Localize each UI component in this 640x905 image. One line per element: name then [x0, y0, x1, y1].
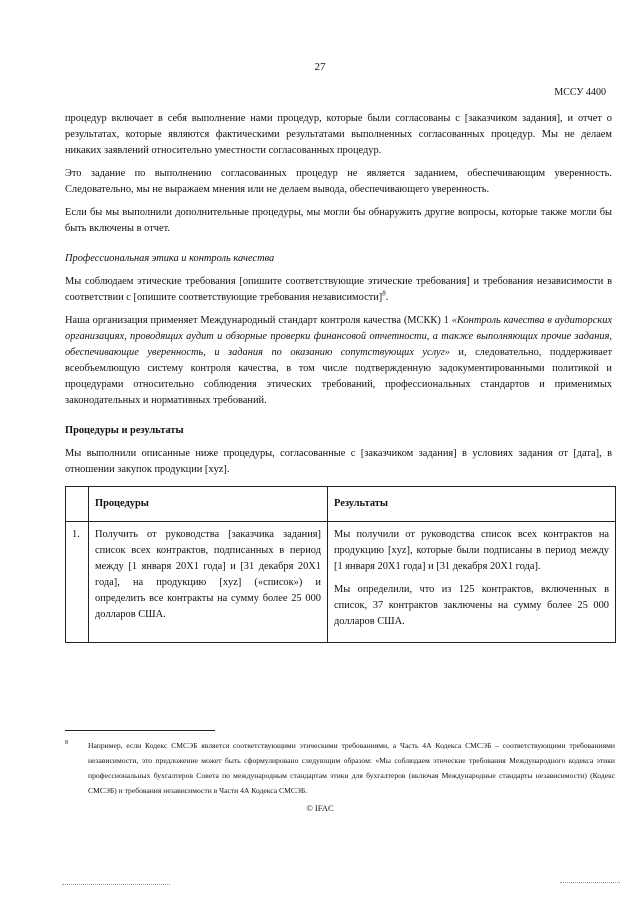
quality-control-text-end: и, следовательно, поддерживает всеобъемлющую систему контроля качества, в том числе подтвержденную задокументированными политикой и процедурами относительно соблюдения этических требований, профессиональных стандартов и применимых законодательных и нормативных требований. [65, 347, 612, 406]
header-number [66, 487, 89, 522]
paragraph-ethics-text: Мы соблюдаем этические требования [опишите соответствующие этические требования] и требования независимости в соответствии с [опишите соответствующие требования независимости] [65, 276, 612, 303]
copyright: © IFAC [306, 803, 334, 813]
paragraph-agreed-procedures: процедур включает в себя выполнение нами процедур, которые были согласованы с [заказчиком задания], и отчет о результатах, которые являются фактическими результатами выполненных согласованных процедур. Мы не делаем никаких заявлений относительно уместности согласованных процедур. [65, 113, 612, 156]
table-row [66, 522, 616, 643]
scan-artifact-left [62, 884, 170, 885]
header-results: Результаты [328, 487, 616, 522]
procedures-table [65, 486, 616, 643]
paragraph-quality-control [65, 313, 612, 409]
quality-control-text-start: Наша организация применяет Международный стандарт контроля качества (МСКК) 1 [65, 315, 452, 326]
quality-control-standard-title: «Контроль качества в аудиторских организациях, проводящих аудит и обзорные проверки финансовой отчетности, а также выполняющих прочие задания, обеспечивающие уверенность, и задания по оказанию сопутствующих услуг» [65, 315, 613, 358]
procedure-cell: Получить от руководства [заказчика задания] список всех контрактов, подписанных в период между [1 января 20X1 года] и [31 декабря 20X1 года], на продукцию [xyz] («список») и определить все контракты на сумму более 25 000 долларов США. [89, 522, 328, 643]
result-paragraph: Мы определили, что из 125 контрактов, включенных в список, 37 контрактов заключены на сумму более 25 000 долларов США. [334, 584, 609, 627]
footnote-text: Например, если Кодекс СМСЭБ является соответствующими этическими требованиями, а Часть 4А Кодекса СМСЭБ – соответствующими требованиями независимости, это предложение может быть сформулировано следующим образом: «Мы соблюдаем этические требования Международного кодекса этики профессиональных бухгалтеров Совета по международным стандартам этики для бухгалтеров (включая Международные стандарты независимости) (Кодекс СМСЭБ) и требования независимости в Части 4А Кодекса СМСЭБ. [88, 741, 615, 795]
page-content [65, 111, 612, 643]
result-paragraph: Мы получили от руководства список всех контрактов на продукцию [xyz], которые были подписаны в период между [1 января 20X1 года] и [31 декабря 20X1 года]. [334, 529, 609, 572]
paragraph-additional-procedures: Если бы мы выполнили дополнительные процедуры, мы могли бы обнаружить другие вопросы, которые также могли бы быть включены в отчет. [65, 207, 612, 234]
row-number: 1. [66, 522, 89, 643]
section-heading-procedures: Процедуры и результаты [65, 425, 184, 436]
section-title-ethics: Профессиональная этика и контроль качества [65, 253, 275, 264]
scan-artifact-right [560, 882, 620, 883]
table-header-row [66, 487, 616, 522]
footnote-mark: 8 [65, 740, 68, 746]
paragraph-ethics: Мы соблюдаем этические требования [опишите соответствующие этические требования] и требования независимости в соответствии с [опишите соответствующие требования независимости]$^8$. [65, 276, 612, 303]
footnote-divider [65, 730, 215, 731]
paragraph-procedures-intro: Мы выполнили описанные ниже процедуры, согласованные с [заказчиком задания] в условиях задания от [дата], в отношении закупок продукции [xyz]. [65, 448, 612, 475]
results-cell [328, 522, 616, 643]
paragraph-not-assurance: Это задание по выполнению согласованных процедур не является заданием, обеспечивающим уверенность. Следовательно, мы не выражаем мнения или не делаем вывода, обеспечивающего уверенность. [65, 168, 612, 195]
document-code: МССУ 4400 [554, 87, 606, 98]
page-number: 27 [314, 61, 326, 73]
header-procedures: Процедуры [89, 487, 328, 522]
footnote-reference[interactable]: 8 [382, 289, 386, 298]
footnote [65, 738, 615, 798]
